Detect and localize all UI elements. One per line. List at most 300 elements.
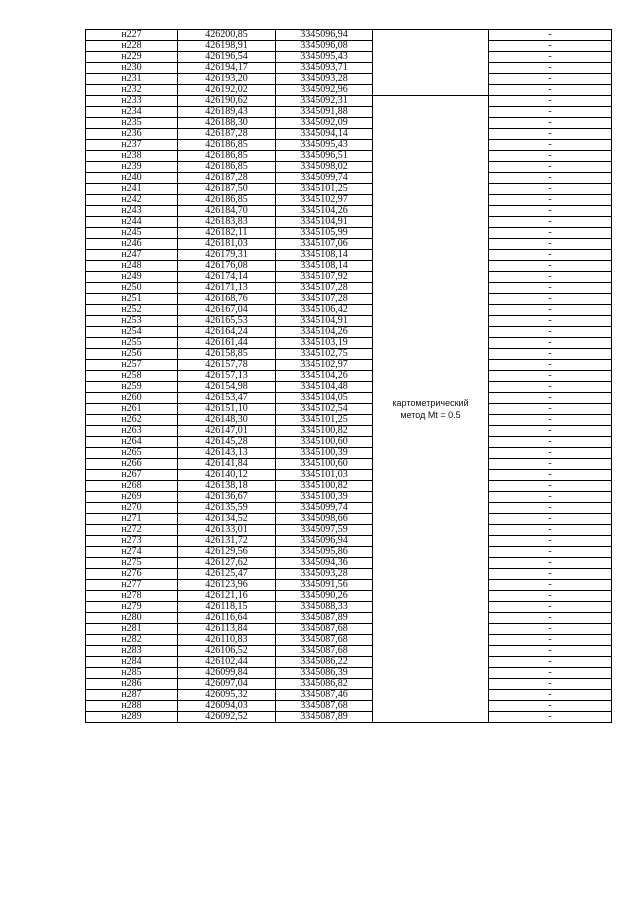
x-coordinate-cell: 426192,02 xyxy=(178,85,276,96)
accuracy-cell: - xyxy=(489,668,612,679)
point-id-cell: н288 xyxy=(86,701,178,712)
table-row xyxy=(86,140,612,151)
accuracy-cell: - xyxy=(489,646,612,657)
accuracy-cell: - xyxy=(489,272,612,283)
point-id-cell: н266 xyxy=(86,459,178,470)
x-coordinate-cell: 426161,44 xyxy=(178,338,276,349)
table-row xyxy=(86,74,612,85)
y-coordinate-cell: 3345093,28 xyxy=(276,74,373,85)
coordinates-sheet xyxy=(85,29,612,723)
accuracy-cell: - xyxy=(489,74,612,85)
table-row xyxy=(86,228,612,239)
accuracy-cell: - xyxy=(489,481,612,492)
table-row xyxy=(86,393,612,404)
table-row xyxy=(86,536,612,547)
y-coordinate-cell: 3345092,96 xyxy=(276,85,373,96)
table-row xyxy=(86,569,612,580)
point-id-cell: н254 xyxy=(86,327,178,338)
accuracy-cell: - xyxy=(489,569,612,580)
y-coordinate-cell: 3345096,94 xyxy=(276,30,373,41)
y-coordinate-cell: 3345092,31 xyxy=(276,96,373,107)
accuracy-cell: - xyxy=(489,580,612,591)
point-id-cell: н265 xyxy=(86,448,178,459)
table-row xyxy=(86,668,612,679)
table-row xyxy=(86,41,612,52)
table-row xyxy=(86,437,612,448)
point-id-cell: н253 xyxy=(86,316,178,327)
point-id-cell: н259 xyxy=(86,382,178,393)
table-row xyxy=(86,151,612,162)
y-coordinate-cell: 3345092,09 xyxy=(276,118,373,129)
accuracy-cell: - xyxy=(489,217,612,228)
table-row xyxy=(86,646,612,657)
table-row xyxy=(86,327,612,338)
x-coordinate-cell: 426106,52 xyxy=(178,646,276,657)
x-coordinate-cell: 426136,67 xyxy=(178,492,276,503)
accuracy-cell: - xyxy=(489,525,612,536)
point-id-cell: н243 xyxy=(86,206,178,217)
table-row xyxy=(86,701,612,712)
accuracy-cell: - xyxy=(489,30,612,41)
y-coordinate-cell: 3345104,05 xyxy=(276,393,373,404)
table-row xyxy=(86,118,612,129)
accuracy-cell: - xyxy=(489,701,612,712)
accuracy-cell: - xyxy=(489,602,612,613)
y-coordinate-cell: 3345096,08 xyxy=(276,41,373,52)
y-coordinate-cell: 3345104,26 xyxy=(276,206,373,217)
coordinates-table xyxy=(85,29,612,723)
point-id-cell: н275 xyxy=(86,558,178,569)
y-coordinate-cell: 3345095,43 xyxy=(276,140,373,151)
x-coordinate-cell: 426168,76 xyxy=(178,294,276,305)
point-id-cell: н255 xyxy=(86,338,178,349)
x-coordinate-cell: 426196,54 xyxy=(178,52,276,63)
point-id-cell: н281 xyxy=(86,624,178,635)
x-coordinate-cell: 426194,17 xyxy=(178,63,276,74)
x-coordinate-cell: 426110,83 xyxy=(178,635,276,646)
point-id-cell: н269 xyxy=(86,492,178,503)
point-id-cell: н262 xyxy=(86,415,178,426)
x-coordinate-cell: 426138,18 xyxy=(178,481,276,492)
table-row xyxy=(86,470,612,481)
x-coordinate-cell: 426131,72 xyxy=(178,536,276,547)
table-row xyxy=(86,679,612,690)
y-coordinate-cell: 3345095,86 xyxy=(276,547,373,558)
x-coordinate-cell: 426123,96 xyxy=(178,580,276,591)
y-coordinate-cell: 3345101,03 xyxy=(276,470,373,481)
x-coordinate-cell: 426113,84 xyxy=(178,624,276,635)
accuracy-cell: - xyxy=(489,283,612,294)
point-id-cell: н245 xyxy=(86,228,178,239)
x-coordinate-cell: 426116,64 xyxy=(178,613,276,624)
y-coordinate-cell: 3345107,28 xyxy=(276,294,373,305)
accuracy-cell: - xyxy=(489,327,612,338)
y-coordinate-cell: 3345099,74 xyxy=(276,503,373,514)
accuracy-cell: - xyxy=(489,591,612,602)
x-coordinate-cell: 426118,15 xyxy=(178,602,276,613)
point-id-cell: н274 xyxy=(86,547,178,558)
x-coordinate-cell: 426158,85 xyxy=(178,349,276,360)
point-id-cell: н272 xyxy=(86,525,178,536)
accuracy-cell: - xyxy=(489,195,612,206)
table-row xyxy=(86,316,612,327)
table-row xyxy=(86,525,612,536)
table-row xyxy=(86,503,612,514)
x-coordinate-cell: 426095,32 xyxy=(178,690,276,701)
x-coordinate-cell: 426153,47 xyxy=(178,393,276,404)
x-coordinate-cell: 426135,59 xyxy=(178,503,276,514)
x-coordinate-cell: 426186,85 xyxy=(178,162,276,173)
point-id-cell: н239 xyxy=(86,162,178,173)
x-coordinate-cell: 426141,84 xyxy=(178,459,276,470)
x-coordinate-cell: 426186,85 xyxy=(178,151,276,162)
y-coordinate-cell: 3345103,19 xyxy=(276,338,373,349)
table-row xyxy=(86,635,612,646)
point-id-cell: н279 xyxy=(86,602,178,613)
accuracy-cell: - xyxy=(489,184,612,195)
y-coordinate-cell: 3345090,26 xyxy=(276,591,373,602)
x-coordinate-cell: 426154,98 xyxy=(178,382,276,393)
accuracy-cell: - xyxy=(489,371,612,382)
accuracy-cell: - xyxy=(489,305,612,316)
accuracy-cell: - xyxy=(489,85,612,96)
x-coordinate-cell: 426198,91 xyxy=(178,41,276,52)
point-id-cell: н284 xyxy=(86,657,178,668)
x-coordinate-cell: 426171,13 xyxy=(178,283,276,294)
y-coordinate-cell: 3345086,22 xyxy=(276,657,373,668)
point-id-cell: н237 xyxy=(86,140,178,151)
accuracy-cell: - xyxy=(489,107,612,118)
y-coordinate-cell: 3345093,71 xyxy=(276,63,373,74)
accuracy-cell: - xyxy=(489,613,612,624)
accuracy-cell: - xyxy=(489,162,612,173)
point-id-cell: н283 xyxy=(86,646,178,657)
table-row xyxy=(86,184,612,195)
x-coordinate-cell: 426125,47 xyxy=(178,569,276,580)
y-coordinate-cell: 3345106,42 xyxy=(276,305,373,316)
point-id-cell: н273 xyxy=(86,536,178,547)
y-coordinate-cell: 3345100,39 xyxy=(276,448,373,459)
table-row xyxy=(86,173,612,184)
table-row xyxy=(86,613,612,624)
table-row xyxy=(86,107,612,118)
accuracy-cell: - xyxy=(489,536,612,547)
point-id-cell: н247 xyxy=(86,250,178,261)
accuracy-cell: - xyxy=(489,437,612,448)
accuracy-cell: - xyxy=(489,140,612,151)
accuracy-cell: - xyxy=(489,41,612,52)
accuracy-cell: - xyxy=(489,393,612,404)
table-row xyxy=(86,547,612,558)
accuracy-cell: - xyxy=(489,712,612,723)
y-coordinate-cell: 3345100,60 xyxy=(276,437,373,448)
y-coordinate-cell: 3345087,89 xyxy=(276,712,373,723)
accuracy-cell: - xyxy=(489,404,612,415)
point-id-cell: н236 xyxy=(86,129,178,140)
table-row xyxy=(86,602,612,613)
x-coordinate-cell: 426102,44 xyxy=(178,657,276,668)
accuracy-cell: - xyxy=(489,338,612,349)
accuracy-cell: - xyxy=(489,228,612,239)
point-id-cell: н289 xyxy=(86,712,178,723)
point-id-cell: н246 xyxy=(86,239,178,250)
point-id-cell: н256 xyxy=(86,349,178,360)
table-row xyxy=(86,52,612,63)
y-coordinate-cell: 3345087,89 xyxy=(276,613,373,624)
accuracy-cell: - xyxy=(489,250,612,261)
accuracy-cell: - xyxy=(489,316,612,327)
table-row xyxy=(86,371,612,382)
y-coordinate-cell: 3345094,36 xyxy=(276,558,373,569)
accuracy-cell: - xyxy=(489,63,612,74)
x-coordinate-cell: 426181,03 xyxy=(178,239,276,250)
table-row xyxy=(86,217,612,228)
x-coordinate-cell: 426127,62 xyxy=(178,558,276,569)
point-id-cell: н231 xyxy=(86,74,178,85)
y-coordinate-cell: 3345104,26 xyxy=(276,327,373,338)
y-coordinate-cell: 3345100,39 xyxy=(276,492,373,503)
point-id-cell: н286 xyxy=(86,679,178,690)
y-coordinate-cell: 3345104,26 xyxy=(276,371,373,382)
x-coordinate-cell: 426186,85 xyxy=(178,140,276,151)
point-id-cell: н230 xyxy=(86,63,178,74)
table-row xyxy=(86,96,612,107)
accuracy-cell: - xyxy=(489,206,612,217)
accuracy-cell: - xyxy=(489,426,612,437)
x-coordinate-cell: 426176,08 xyxy=(178,261,276,272)
y-coordinate-cell: 3345100,82 xyxy=(276,481,373,492)
accuracy-cell: - xyxy=(489,657,612,668)
table-row xyxy=(86,294,612,305)
accuracy-cell: - xyxy=(489,448,612,459)
table-row xyxy=(86,404,612,415)
x-coordinate-cell: 426151,10 xyxy=(178,404,276,415)
y-coordinate-cell: 3345087,68 xyxy=(276,646,373,657)
accuracy-cell: - xyxy=(489,118,612,129)
x-coordinate-cell: 426179,31 xyxy=(178,250,276,261)
point-id-cell: н268 xyxy=(86,481,178,492)
x-coordinate-cell: 426129,56 xyxy=(178,547,276,558)
point-id-cell: н244 xyxy=(86,217,178,228)
y-coordinate-cell: 3345093,28 xyxy=(276,569,373,580)
method-label-line: картометрический xyxy=(392,398,469,408)
accuracy-cell: - xyxy=(489,96,612,107)
table-row xyxy=(86,514,612,525)
y-coordinate-cell: 3345101,25 xyxy=(276,415,373,426)
x-coordinate-cell: 426165,53 xyxy=(178,316,276,327)
y-coordinate-cell: 3345087,68 xyxy=(276,635,373,646)
accuracy-cell: - xyxy=(489,679,612,690)
y-coordinate-cell: 3345102,97 xyxy=(276,360,373,371)
x-coordinate-cell: 426167,04 xyxy=(178,305,276,316)
point-id-cell: н285 xyxy=(86,668,178,679)
y-coordinate-cell: 3345087,68 xyxy=(276,624,373,635)
x-coordinate-cell: 426164,24 xyxy=(178,327,276,338)
point-id-cell: н258 xyxy=(86,371,178,382)
point-id-cell: н287 xyxy=(86,690,178,701)
table-row xyxy=(86,591,612,602)
y-coordinate-cell: 3345102,97 xyxy=(276,195,373,206)
point-id-cell: н264 xyxy=(86,437,178,448)
point-id-cell: н229 xyxy=(86,52,178,63)
x-coordinate-cell: 426099,84 xyxy=(178,668,276,679)
x-coordinate-cell: 426200,85 xyxy=(178,30,276,41)
point-id-cell: н277 xyxy=(86,580,178,591)
point-id-cell: н232 xyxy=(86,85,178,96)
point-id-cell: н234 xyxy=(86,107,178,118)
y-coordinate-cell: 3345101,25 xyxy=(276,184,373,195)
table-row xyxy=(86,206,612,217)
y-coordinate-cell: 3345107,28 xyxy=(276,283,373,294)
table-row xyxy=(86,349,612,360)
table-row xyxy=(86,85,612,96)
point-id-cell: н257 xyxy=(86,360,178,371)
x-coordinate-cell: 426121,16 xyxy=(178,591,276,602)
accuracy-cell: - xyxy=(489,415,612,426)
point-id-cell: н233 xyxy=(86,96,178,107)
y-coordinate-cell: 3345108,14 xyxy=(276,261,373,272)
point-id-cell: н242 xyxy=(86,195,178,206)
x-coordinate-cell: 426174,14 xyxy=(178,272,276,283)
table-row xyxy=(86,624,612,635)
table-row xyxy=(86,459,612,470)
y-coordinate-cell: 3345086,39 xyxy=(276,668,373,679)
x-coordinate-cell: 426157,78 xyxy=(178,360,276,371)
point-id-cell: н227 xyxy=(86,30,178,41)
x-coordinate-cell: 426184,70 xyxy=(178,206,276,217)
x-coordinate-cell: 426193,20 xyxy=(178,74,276,85)
table-row xyxy=(86,129,612,140)
y-coordinate-cell: 3345107,92 xyxy=(276,272,373,283)
table-row xyxy=(86,360,612,371)
point-id-cell: н238 xyxy=(86,151,178,162)
accuracy-cell: - xyxy=(489,173,612,184)
coordinates-table-body xyxy=(86,30,612,723)
y-coordinate-cell: 3345098,02 xyxy=(276,162,373,173)
point-id-cell: н260 xyxy=(86,393,178,404)
y-coordinate-cell: 3345094,14 xyxy=(276,129,373,140)
point-id-cell: н241 xyxy=(86,184,178,195)
table-row xyxy=(86,492,612,503)
table-row xyxy=(86,30,612,41)
table-row xyxy=(86,690,612,701)
x-coordinate-cell: 426133,01 xyxy=(178,525,276,536)
y-coordinate-cell: 3345091,56 xyxy=(276,580,373,591)
point-id-cell: н249 xyxy=(86,272,178,283)
table-row xyxy=(86,162,612,173)
table-row xyxy=(86,426,612,437)
accuracy-cell: - xyxy=(489,129,612,140)
table-row xyxy=(86,195,612,206)
x-coordinate-cell: 426145,28 xyxy=(178,437,276,448)
y-coordinate-cell: 3345097,59 xyxy=(276,525,373,536)
y-coordinate-cell: 3345088,33 xyxy=(276,602,373,613)
y-coordinate-cell: 3345105,99 xyxy=(276,228,373,239)
x-coordinate-cell: 426187,50 xyxy=(178,184,276,195)
accuracy-cell: - xyxy=(489,349,612,360)
y-coordinate-cell: 3345102,54 xyxy=(276,404,373,415)
x-coordinate-cell: 426143,13 xyxy=(178,448,276,459)
table-row xyxy=(86,338,612,349)
x-coordinate-cell: 426188,30 xyxy=(178,118,276,129)
y-coordinate-cell: 3345108,14 xyxy=(276,250,373,261)
point-id-cell: н280 xyxy=(86,613,178,624)
point-id-cell: н270 xyxy=(86,503,178,514)
x-coordinate-cell: 426148,30 xyxy=(178,415,276,426)
accuracy-cell: - xyxy=(489,624,612,635)
y-coordinate-cell: 3345100,82 xyxy=(276,426,373,437)
x-coordinate-cell: 426157,13 xyxy=(178,371,276,382)
table-row xyxy=(86,305,612,316)
table-row xyxy=(86,558,612,569)
point-id-cell: н248 xyxy=(86,261,178,272)
x-coordinate-cell: 426182,11 xyxy=(178,228,276,239)
y-coordinate-cell: 3345099,74 xyxy=(276,173,373,184)
x-coordinate-cell: 426134,52 xyxy=(178,514,276,525)
point-id-cell: н278 xyxy=(86,591,178,602)
accuracy-cell: - xyxy=(489,52,612,63)
table-row xyxy=(86,580,612,591)
table-row xyxy=(86,657,612,668)
y-coordinate-cell: 3345100,60 xyxy=(276,459,373,470)
point-id-cell: н267 xyxy=(86,470,178,481)
point-id-cell: н261 xyxy=(86,404,178,415)
accuracy-cell: - xyxy=(489,514,612,525)
accuracy-cell: - xyxy=(489,558,612,569)
accuracy-cell: - xyxy=(489,360,612,371)
y-coordinate-cell: 3345095,43 xyxy=(276,52,373,63)
x-coordinate-cell: 426140,12 xyxy=(178,470,276,481)
y-coordinate-cell: 3345087,46 xyxy=(276,690,373,701)
table-row xyxy=(86,415,612,426)
x-coordinate-cell: 426189,43 xyxy=(178,107,276,118)
y-coordinate-cell: 3345086,82 xyxy=(276,679,373,690)
y-coordinate-cell: 3345096,94 xyxy=(276,536,373,547)
x-coordinate-cell: 426187,28 xyxy=(178,173,276,184)
accuracy-cell: - xyxy=(489,690,612,701)
y-coordinate-cell: 3345104,48 xyxy=(276,382,373,393)
x-coordinate-cell: 426183,83 xyxy=(178,217,276,228)
accuracy-cell: - xyxy=(489,261,612,272)
x-coordinate-cell: 426094,03 xyxy=(178,701,276,712)
accuracy-cell: - xyxy=(489,547,612,558)
point-id-cell: н228 xyxy=(86,41,178,52)
y-coordinate-cell: 3345104,91 xyxy=(276,217,373,228)
table-row xyxy=(86,481,612,492)
table-row xyxy=(86,272,612,283)
point-id-cell: н282 xyxy=(86,635,178,646)
x-coordinate-cell: 426092,52 xyxy=(178,712,276,723)
point-id-cell: н250 xyxy=(86,283,178,294)
x-coordinate-cell: 426147,01 xyxy=(178,426,276,437)
y-coordinate-cell: 3345087,68 xyxy=(276,701,373,712)
y-coordinate-cell: 3345098,66 xyxy=(276,514,373,525)
table-row xyxy=(86,63,612,74)
method-cell xyxy=(373,96,489,723)
x-coordinate-cell: 426097,04 xyxy=(178,679,276,690)
table-row xyxy=(86,239,612,250)
y-coordinate-cell: 3345104,91 xyxy=(276,316,373,327)
point-id-cell: н252 xyxy=(86,305,178,316)
accuracy-cell: - xyxy=(489,382,612,393)
accuracy-cell: - xyxy=(489,151,612,162)
point-id-cell: н263 xyxy=(86,426,178,437)
y-coordinate-cell: 3345096,51 xyxy=(276,151,373,162)
point-id-cell: н271 xyxy=(86,514,178,525)
y-coordinate-cell: 3345107,06 xyxy=(276,239,373,250)
accuracy-cell: - xyxy=(489,503,612,514)
table-row xyxy=(86,250,612,261)
